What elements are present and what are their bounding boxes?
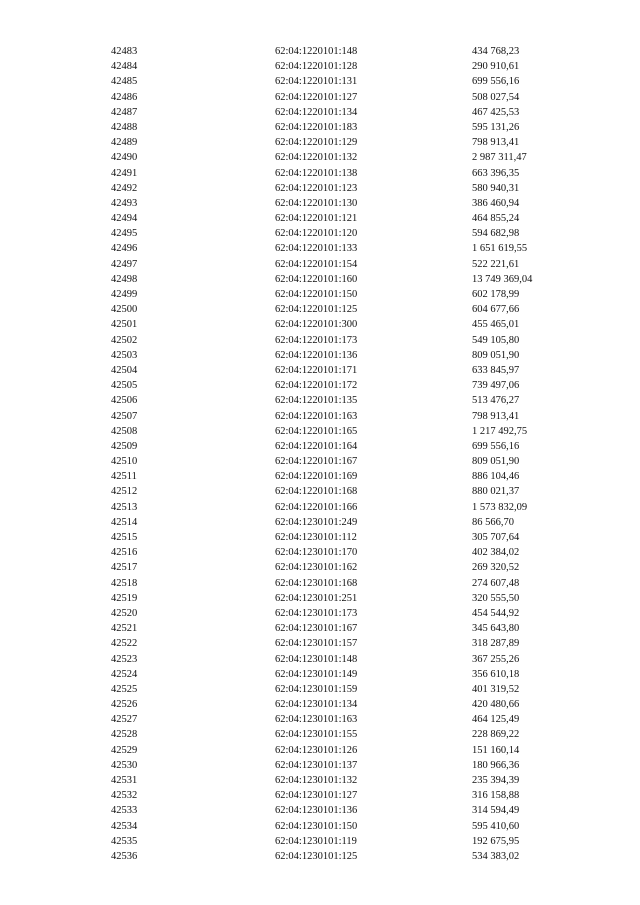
cadastral-number: 62:04:1220101:125 [275, 304, 358, 316]
table-row [0, 196, 640, 211]
cadastral-number: 62:04:1230101:159 [275, 683, 358, 695]
cadastral-number: 62:04:1220101:148 [275, 46, 358, 57]
cadastral-number: 62:04:1230101:149 [275, 668, 358, 680]
amount-value: 467 425,53 [472, 106, 520, 118]
cadastral-number: 62:04:1220101:138 [275, 167, 358, 179]
amount-value: 580 940,31 [472, 182, 520, 194]
table-row [0, 530, 640, 545]
cadastral-number: 62:04:1220101:127 [275, 91, 358, 103]
cadastral-number: 62:04:1220101:168 [275, 486, 358, 498]
amount-value: 798 913,41 [472, 137, 520, 149]
table-row [0, 257, 640, 272]
row-number: 42483 [111, 46, 138, 57]
row-number: 42500 [111, 304, 138, 316]
row-number: 42534 [111, 820, 138, 832]
row-number: 42489 [111, 137, 138, 149]
amount-value: 269 320,52 [472, 562, 520, 574]
row-number: 42525 [111, 683, 138, 695]
table-row [0, 758, 640, 773]
table-row [0, 150, 640, 165]
row-number: 42485 [111, 76, 138, 88]
amount-value: 739 497,06 [472, 380, 520, 392]
row-number: 42516 [111, 547, 138, 559]
amount-value: 886 104,46 [472, 471, 520, 483]
row-number: 42526 [111, 699, 138, 711]
table-row [0, 697, 640, 712]
cadastral-number: 62:04:1230101:251 [275, 592, 358, 604]
amount-value: 180 966,36 [472, 759, 520, 771]
row-number: 42529 [111, 744, 138, 756]
table-row [0, 90, 640, 105]
cadastral-number: 62:04:1220101:160 [275, 273, 358, 285]
amount-value: 663 396,35 [472, 167, 520, 179]
cadastral-number: 62:04:1220101:167 [275, 456, 358, 468]
amount-value: 401 319,52 [472, 683, 520, 695]
amount-value: 228 869,22 [472, 729, 520, 741]
cadastral-number: 62:04:1230101:170 [275, 547, 358, 559]
row-number: 42535 [111, 835, 138, 847]
table-row [0, 606, 640, 621]
amount-value: 356 610,18 [472, 668, 520, 680]
row-number: 42497 [111, 258, 138, 270]
cadastral-number: 62:04:1220101:166 [275, 501, 358, 513]
row-number: 42504 [111, 364, 138, 376]
cadastral-number: 62:04:1230101:136 [275, 805, 358, 817]
table-row [0, 545, 640, 560]
table-row [0, 636, 640, 651]
amount-value: 192 675,95 [472, 835, 520, 847]
row-number: 42503 [111, 349, 138, 361]
amount-value: 464 855,24 [472, 213, 520, 225]
row-number: 42536 [111, 850, 138, 862]
cadastral-number: 62:04:1230101:173 [275, 607, 358, 619]
cadastral-number: 62:04:1220101:128 [275, 61, 358, 73]
cadastral-number: 62:04:1220101:136 [275, 349, 358, 361]
amount-value: 809 051,90 [472, 456, 520, 468]
cadastral-number: 62:04:1220101:150 [275, 289, 358, 300]
amount-value: 314 594,49 [472, 805, 520, 817]
cadastral-number: 62:04:1220101:129 [275, 137, 358, 149]
row-number: 42517 [111, 562, 138, 574]
cadastral-number: 62:04:1220101:172 [275, 380, 358, 392]
amount-value: 602 178,99 [472, 289, 520, 300]
row-number: 42496 [111, 243, 138, 255]
amount-value: 809 051,90 [472, 349, 520, 361]
row-number: 42531 [111, 775, 138, 786]
cadastral-number: 62:04:1220101:120 [275, 228, 358, 240]
amount-value: 386 460,94 [472, 197, 520, 209]
row-number: 42530 [111, 759, 138, 771]
cadastral-number: 62:04:1230101:150 [275, 820, 358, 832]
amount-value: 508 027,54 [472, 91, 520, 103]
amount-value: 594 682,98 [472, 228, 520, 240]
table-row [0, 819, 640, 834]
row-number: 42515 [111, 532, 138, 543]
table-row [0, 834, 640, 849]
cadastral-number: 62:04:1220101:183 [275, 121, 358, 133]
table-row [0, 333, 640, 348]
cadastral-number: 62:04:1220101:130 [275, 197, 358, 209]
amount-value: 595 131,26 [472, 121, 520, 133]
amount-value: 305 707,64 [472, 532, 520, 543]
table-row [0, 652, 640, 667]
table-row [0, 727, 640, 742]
cadastral-number: 62:04:1220101:163 [275, 410, 358, 422]
table-row [0, 393, 640, 408]
cadastral-number: 62:04:1230101:119 [275, 835, 357, 847]
row-number: 42491 [111, 167, 138, 179]
table-row [0, 272, 640, 287]
cadastral-number: 62:04:1230101:157 [275, 638, 358, 650]
row-number: 42488 [111, 121, 138, 133]
amount-value: 595 410,60 [472, 820, 520, 832]
row-number: 42502 [111, 334, 138, 346]
amount-value: 455 465,01 [472, 319, 520, 331]
cadastral-number: 62:04:1220101:171 [275, 364, 358, 376]
amount-value: 420 480,66 [472, 699, 520, 711]
table-row [0, 576, 640, 591]
table-row [0, 166, 640, 181]
cadastral-number: 62:04:1230101:132 [275, 775, 358, 786]
row-number: 42490 [111, 152, 138, 164]
amount-value: 522 221,61 [472, 258, 520, 270]
row-number: 42505 [111, 380, 138, 392]
table-row [0, 500, 640, 515]
table-row [0, 135, 640, 150]
table-row [0, 44, 640, 59]
row-number: 42499 [111, 289, 138, 300]
row-number: 42510 [111, 456, 138, 468]
table-row [0, 302, 640, 317]
cadastral-number: 62:04:1220101:300 [275, 319, 358, 331]
cadastral-number: 62:04:1230101:155 [275, 729, 358, 741]
amount-value: 402 384,02 [472, 547, 520, 559]
amount-value: 151 160,14 [472, 744, 520, 756]
row-number: 42484 [111, 61, 138, 73]
table-row [0, 378, 640, 393]
table-row [0, 424, 640, 439]
row-number: 42527 [111, 714, 138, 726]
table-row [0, 773, 640, 788]
amount-value: 604 677,66 [472, 304, 520, 316]
row-number: 42520 [111, 607, 138, 619]
row-number: 42506 [111, 395, 138, 407]
amount-value: 290 910,61 [472, 61, 520, 73]
table-row [0, 59, 640, 74]
cadastral-number: 62:04:1220101:164 [275, 440, 358, 452]
table-row [0, 454, 640, 469]
cadastral-number: 62:04:1230101:148 [275, 653, 358, 665]
table-row [0, 181, 640, 196]
amount-value: 1 651 619,55 [472, 243, 528, 255]
cadastral-number: 62:04:1220101:121 [275, 213, 358, 225]
amount-value: 513 476,27 [472, 395, 520, 407]
amount-value: 1 217 492,75 [472, 425, 528, 437]
data-table [0, 44, 640, 864]
cadastral-number: 62:04:1230101:127 [275, 790, 358, 802]
cadastral-number: 62:04:1230101:134 [275, 699, 358, 711]
row-number: 42495 [111, 228, 138, 240]
row-number: 42498 [111, 273, 138, 285]
table-row [0, 348, 640, 363]
amount-value: 86 566,70 [472, 516, 514, 528]
cadastral-number: 62:04:1230101:162 [275, 562, 358, 574]
row-number: 42532 [111, 790, 138, 802]
amount-value: 549 105,80 [472, 334, 520, 346]
amount-value: 345 643,80 [472, 623, 520, 635]
table-row [0, 317, 640, 332]
cadastral-number: 62:04:1230101:167 [275, 623, 358, 635]
table-row [0, 120, 640, 135]
amount-value: 274 607,48 [472, 577, 520, 589]
row-number: 42493 [111, 197, 138, 209]
table-row [0, 226, 640, 241]
row-number: 42486 [111, 91, 138, 103]
cadastral-number: 62:04:1230101:163 [275, 714, 358, 726]
cadastral-number: 62:04:1220101:154 [275, 258, 358, 270]
table-row [0, 211, 640, 226]
amount-value: 454 544,92 [472, 607, 520, 619]
table-row [0, 363, 640, 378]
amount-value: 798 913,41 [472, 410, 520, 422]
table-row [0, 484, 640, 499]
row-number: 42528 [111, 729, 138, 741]
row-number: 42522 [111, 638, 138, 650]
cadastral-number: 62:04:1230101:112 [275, 532, 357, 543]
amount-value: 1 573 832,09 [472, 501, 528, 513]
amount-value: 434 768,23 [472, 46, 520, 57]
row-number: 42513 [111, 501, 138, 513]
row-number: 42514 [111, 516, 138, 528]
table-row [0, 409, 640, 424]
table-row [0, 621, 640, 636]
amount-value: 633 845,97 [472, 364, 520, 376]
row-number: 42509 [111, 440, 138, 452]
amount-value: 13 749 369,04 [472, 273, 533, 285]
table-row [0, 241, 640, 256]
cadastral-number: 62:04:1230101:249 [275, 516, 358, 528]
amount-value: 699 556,16 [472, 440, 520, 452]
cadastral-number: 62:04:1220101:134 [275, 106, 358, 118]
cadastral-number: 62:04:1220101:131 [275, 76, 358, 88]
row-number: 42494 [111, 213, 138, 225]
amount-value: 235 394,39 [472, 775, 520, 786]
table-row [0, 849, 640, 864]
cadastral-number: 62:04:1230101:126 [275, 744, 358, 756]
table-row [0, 560, 640, 575]
row-number: 42511 [111, 471, 137, 483]
table-row [0, 803, 640, 818]
cadastral-number: 62:04:1220101:165 [275, 425, 358, 437]
amount-value: 367 255,26 [472, 653, 520, 665]
row-number: 42521 [111, 623, 138, 635]
table-row [0, 439, 640, 454]
cadastral-number: 62:04:1230101:137 [275, 759, 358, 771]
cadastral-number: 62:04:1220101:169 [275, 471, 358, 483]
table-row [0, 515, 640, 530]
table-row [0, 743, 640, 758]
cadastral-number: 62:04:1220101:132 [275, 152, 358, 164]
amount-value: 2 987 311,47 [472, 152, 527, 164]
cadastral-number: 62:04:1230101:125 [275, 850, 358, 862]
amount-value: 320 555,50 [472, 592, 520, 604]
row-number: 42508 [111, 425, 138, 437]
row-number: 42523 [111, 653, 138, 665]
amount-value: 699 556,16 [472, 76, 520, 88]
row-number: 42492 [111, 182, 138, 194]
row-number: 42519 [111, 592, 138, 604]
amount-value: 880 021,37 [472, 486, 520, 498]
cadastral-number: 62:04:1220101:135 [275, 395, 358, 407]
amount-value: 534 383,02 [472, 850, 520, 862]
amount-value: 316 158,88 [472, 790, 520, 802]
row-number: 42507 [111, 410, 138, 422]
table-row [0, 788, 640, 803]
cadastral-number: 62:04:1220101:133 [275, 243, 358, 255]
table-row [0, 105, 640, 120]
table-row [0, 591, 640, 606]
row-number: 42533 [111, 805, 138, 817]
table-row [0, 682, 640, 697]
row-number: 42524 [111, 668, 138, 680]
row-number: 42512 [111, 486, 138, 498]
table-row [0, 469, 640, 484]
table-row [0, 667, 640, 682]
row-number: 42518 [111, 577, 138, 589]
row-number: 42501 [111, 319, 138, 331]
amount-value: 318 287,89 [472, 638, 520, 650]
table-row [0, 74, 640, 89]
amount-value: 464 125,49 [472, 714, 520, 726]
cadastral-number: 62:04:1230101:168 [275, 577, 358, 589]
table-row [0, 287, 640, 302]
table-row [0, 712, 640, 727]
row-number: 42487 [111, 106, 138, 118]
cadastral-number: 62:04:1220101:123 [275, 182, 358, 194]
cadastral-number: 62:04:1220101:173 [275, 334, 358, 346]
